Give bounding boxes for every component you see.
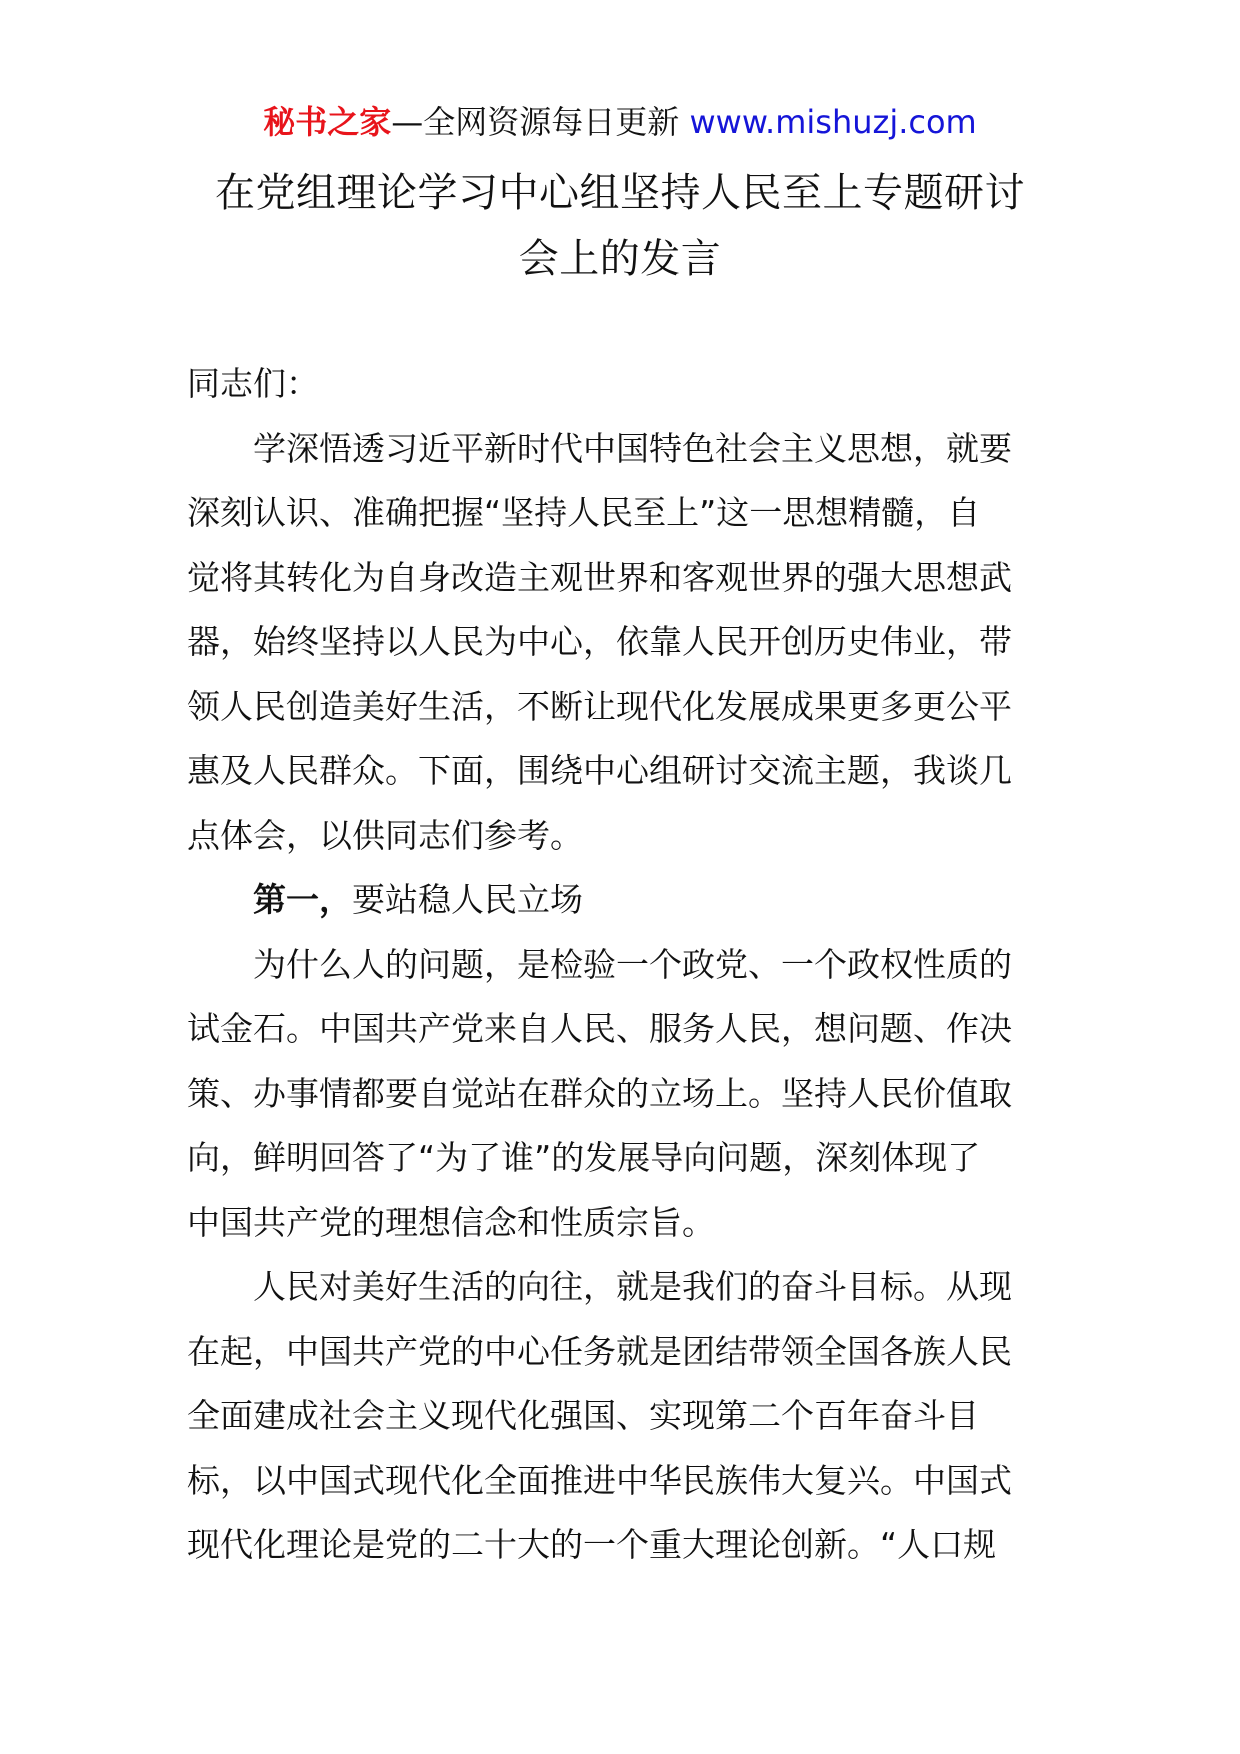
- paragraph-line: 策、办事情都要自觉站在群众的立场上。坚持人民价值取: [187, 1073, 1012, 1113]
- paragraph-line: 为什么人的问题，是检验一个政党、一个政权性质的: [253, 944, 1012, 984]
- section-heading: [187, 868, 1062, 933]
- section-heading-number: 第一，: [253, 880, 352, 919]
- paragraph-line: 人民对美好生活的向往，就是我们的奋斗目标。从现: [253, 1267, 1012, 1306]
- paragraph-line: 学深悟透习近平新时代中国特色社会主义思想，就要: [253, 428, 1012, 468]
- paragraph-line: 标，以中国式现代化全面推进中华民族伟大复兴。中国式: [187, 1460, 1012, 1500]
- paragraph-line: 全面建成社会主义现代化强国、实现第二个百年奋斗目: [187, 1396, 979, 1435]
- paragraph-line: 点体会，以供同志们参考。: [187, 815, 583, 855]
- paragraph-line: 在起，中国共产党的中心任务就是团结带领全国各族人民: [187, 1331, 1012, 1371]
- paragraph-line: 向，鲜明回答了“为了谁”的发展导向问题，深刻体现了: [187, 1138, 981, 1177]
- document-title: [160, 160, 1080, 292]
- watermark-header: [0, 100, 1240, 144]
- paragraph-line: 试金石。中国共产党来自人民、服务人民，想问题、作决: [187, 1009, 1012, 1048]
- paragraph-line: 领人民创造美好生活，不断让现代化发展成果更多更公平: [187, 686, 1012, 726]
- greeting: [187, 352, 1062, 417]
- title-line: 在党组理论学习中心组坚持人民至上专题研讨: [215, 170, 1025, 216]
- body-paragraph: [187, 417, 1062, 869]
- title-line: 会上的发言: [518, 236, 722, 282]
- paragraph-line: 器，始终坚持以人民为中心，依靠人民开创历史伟业，带: [187, 622, 1012, 661]
- section-heading-text: 要站稳人民立场: [352, 880, 583, 919]
- body-paragraph: [187, 933, 1062, 1256]
- body-paragraph: [187, 1255, 1062, 1578]
- document-body: [187, 352, 1062, 1578]
- paragraph-line: 觉将其转化为自身改造主观世界和客观世界的强大思想武: [187, 557, 1012, 597]
- paragraph-line: 现代化理论是党的二十大的一个重大理论创新。“人口规: [187, 1525, 997, 1564]
- paragraph-line: 惠及人民群众。下面，围绕中心组研讨交流主题，我谈几: [187, 751, 1012, 790]
- greeting-text: 同志们：: [187, 364, 319, 403]
- section-heading-line: [187, 868, 1062, 933]
- brand-name: 秘书之家: [263, 103, 392, 141]
- site-url-link[interactable]: www.mishuzj.com: [689, 103, 977, 141]
- header-tagline: —全网资源每日更新: [391, 103, 690, 141]
- paragraph-line: 中国共产党的理想信念和性质宗旨。: [187, 1202, 715, 1242]
- paragraph-line: 深刻认识、准确把握“坚持人民至上”这一思想精髓，自: [187, 493, 981, 532]
